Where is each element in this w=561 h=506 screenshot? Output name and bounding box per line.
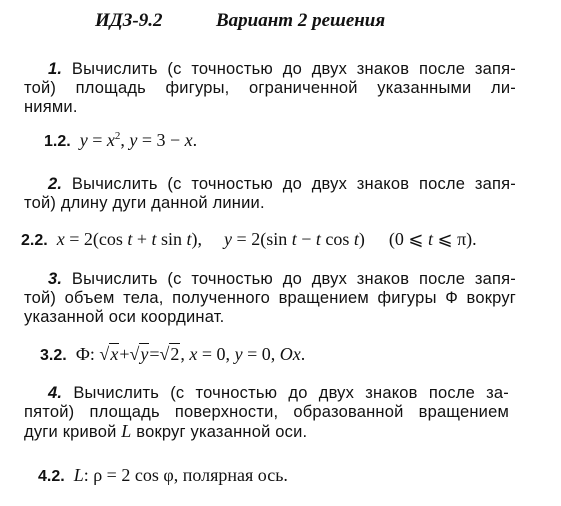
problem-number: 4.: [48, 384, 63, 402]
problem-number: 2.: [48, 175, 63, 193]
problem-1-task: 1.2. $y = x^2$, y = 3 − x.: [44, 130, 198, 150]
problem-3-text: 3. Вычислить (с точностью до двух знаков после запя- той) объем тела, полученного вращением фигуры Ф вокруг указанной оси координат.: [24, 270, 516, 326]
problem-number: 1.: [48, 60, 63, 78]
problem-4-text: 4. Вычислить (с точностью до двух знаков после за- пятой) площадь поверхности, образованной вращением дуги кривой L вокруг указанной оси.: [24, 384, 509, 441]
problem-1-text: 1. Вычислить (с точностью до двух знаков после запя- той) площадь фигуры, ограниченной указанными ли- ниями.: [24, 60, 516, 116]
problem-number: 3.: [48, 270, 63, 288]
problem-4-task: 4.2. L: ρ = 2 cos φ, полярная ось.: [38, 465, 288, 485]
problem-2-task: 2.2. x = 2(cos t + t sin t), y = 2(sin t − t cos t) (0 ⩽ t ⩽ π).: [21, 229, 477, 249]
sqrt-y: √y: [129, 344, 149, 364]
variant-title: Вариант 2 решения: [216, 10, 386, 31]
document-code: ИДЗ-9.2: [95, 10, 163, 31]
problem-3-task: 3.2. Ф: √x+√y=√2, x = 0, y = 0, Ox.: [40, 344, 306, 364]
sqrt-2: √2: [159, 344, 180, 364]
problem-2-text: 2. Вычислить (с точностью до двух знаков после запя- той) длину дуги данной линии.: [24, 175, 516, 212]
sqrt-x: √x: [99, 344, 119, 364]
